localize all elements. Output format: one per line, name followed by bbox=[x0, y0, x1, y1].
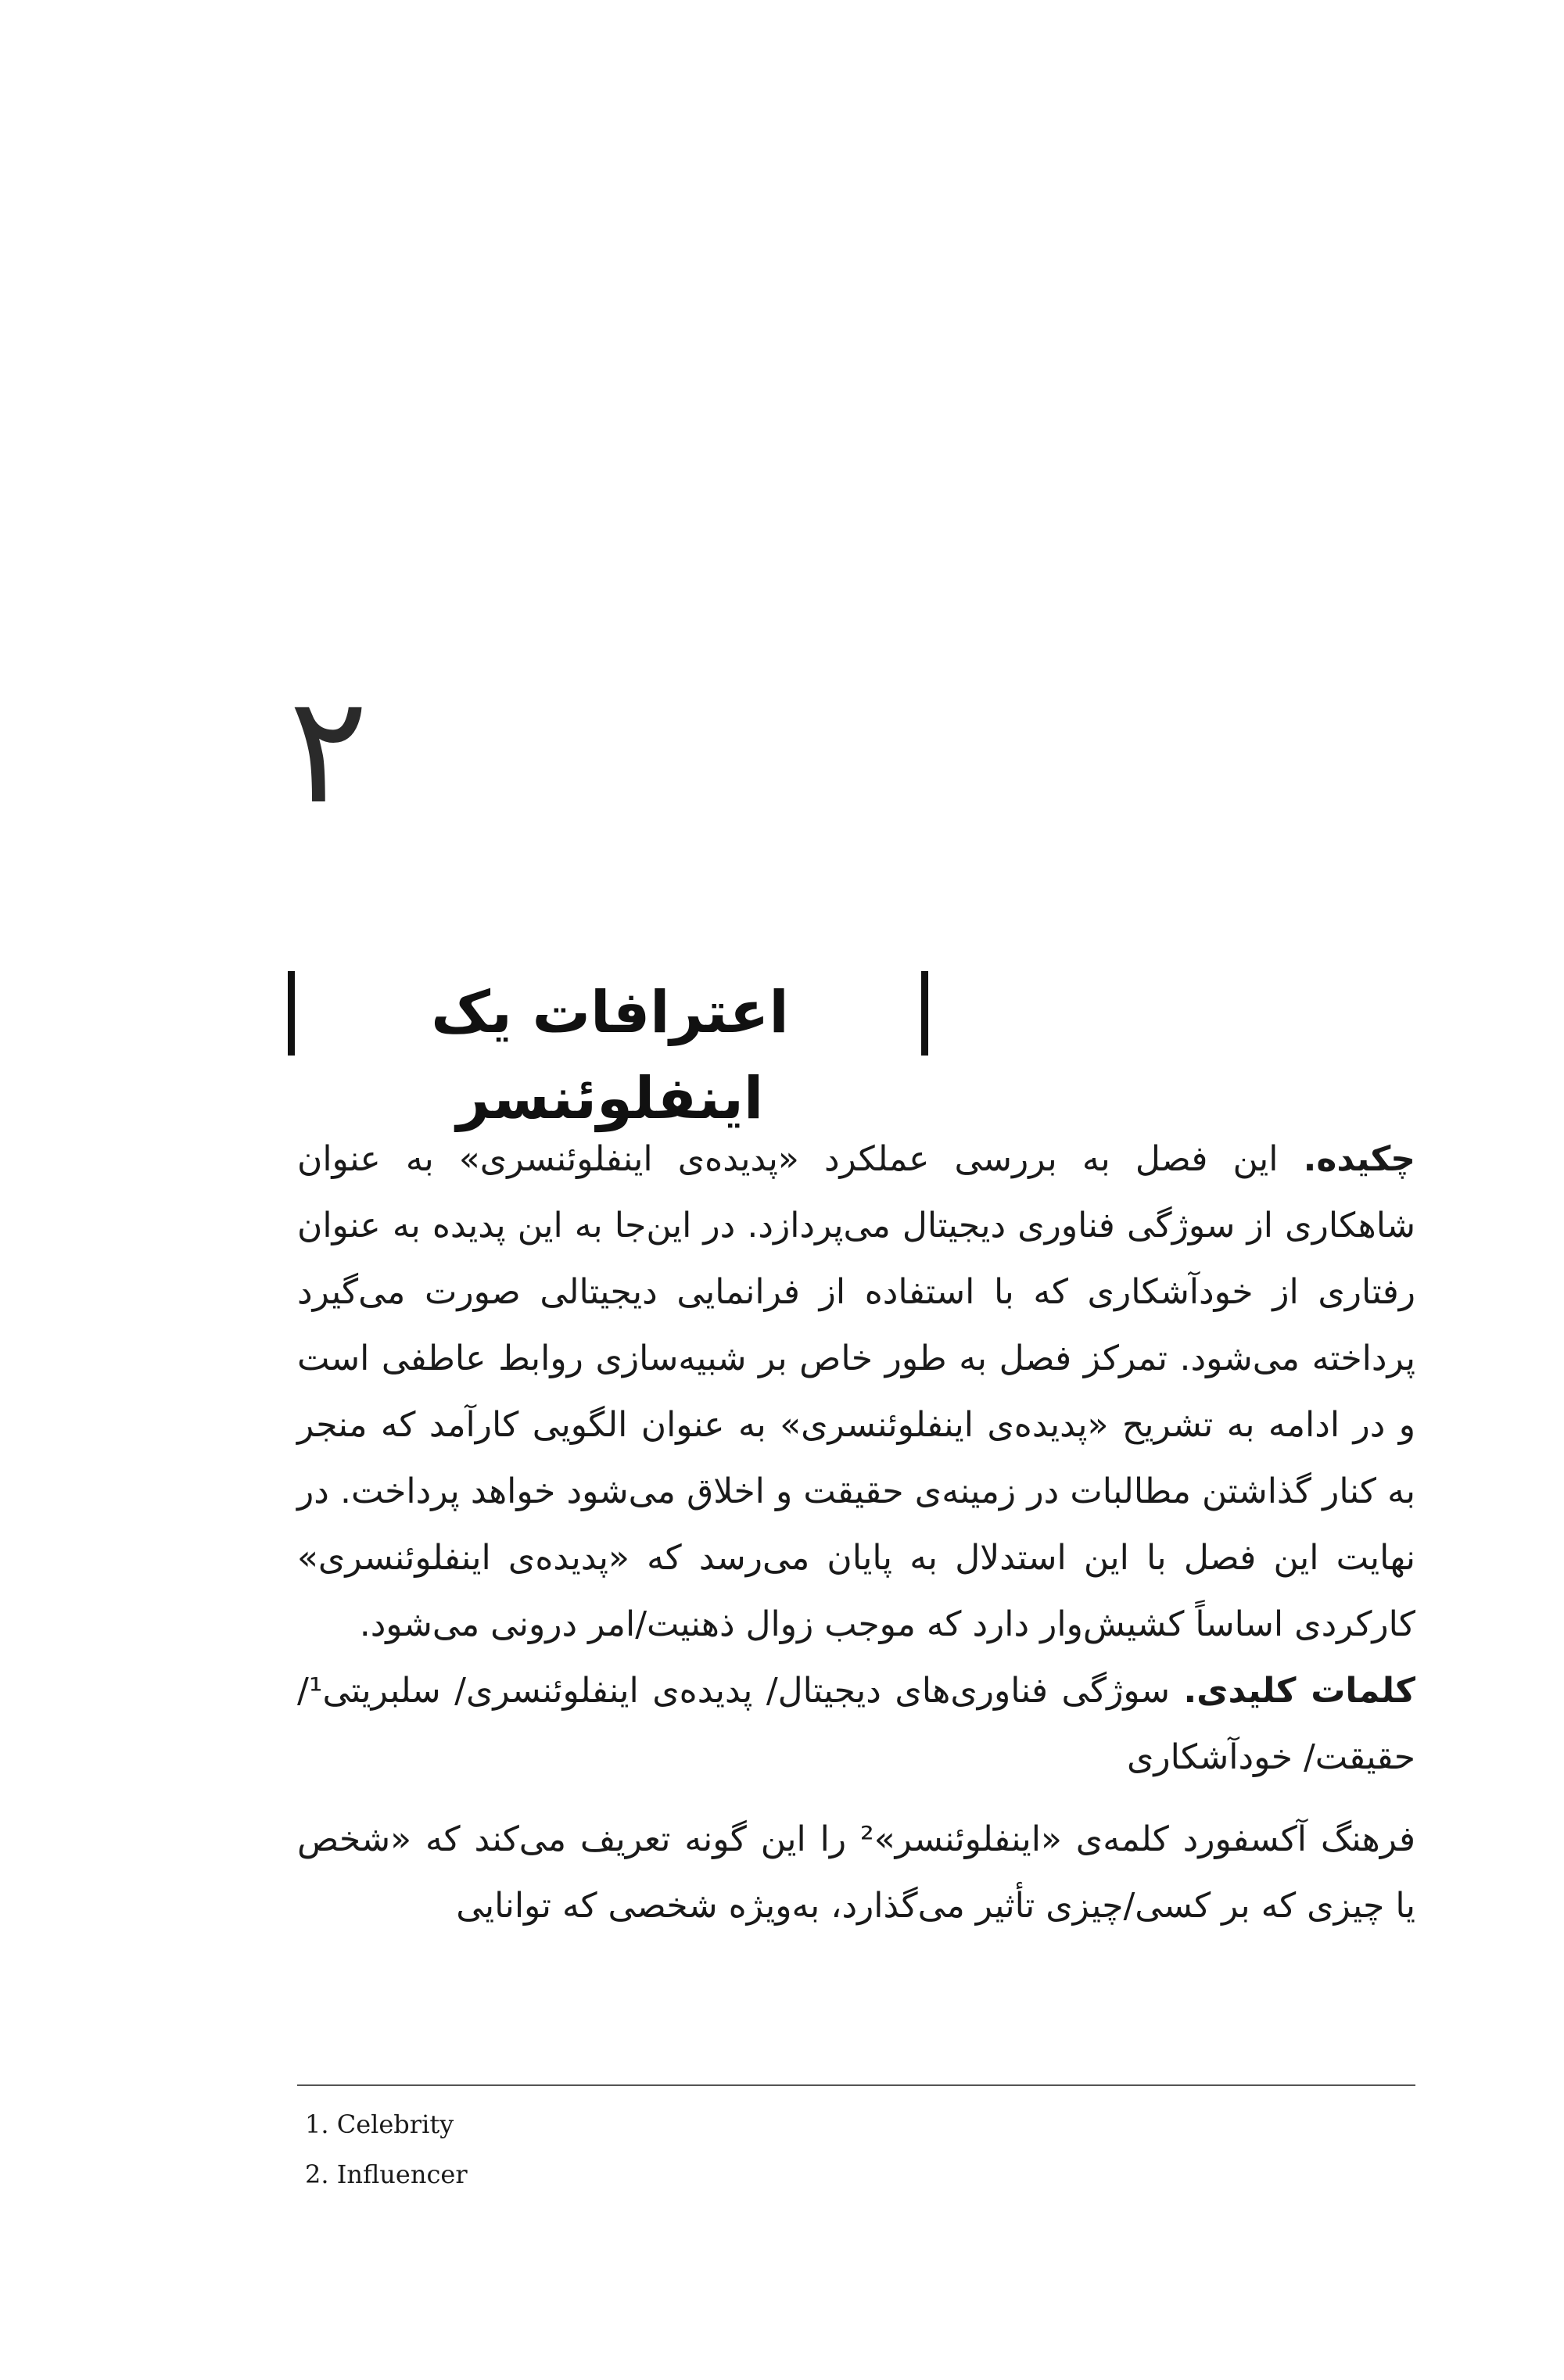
footnote-2: 2. Influencer bbox=[305, 2160, 468, 2189]
abstract-label: چکیده. bbox=[1303, 1139, 1415, 1179]
chapter-title-block bbox=[266, 962, 1048, 1132]
abstract-text: این فصل به بررسی عملکرد «پدیده‌ی اینفلوئنسری» به عنوان شاهکاری از سوژگی فناوری دیجیتال می‌پردازد. در این‌جا به این پدیده به عنوان رفتاری از خودآشکاری که با استفاده از فرانمایی دیجیتالی صورت می‌گیرد پرداخته می‌شود. تمرکز فصل به طور خاص بر شبیه‌سازی روابط عاطفی است و در ادامه به تشریح «پدیده‌ی اینفلوئنسری» به عنوان الگویی کارآمد که منجر به کنار گذاشتن مطالبات در زمینه‌ی حقیقت و اخلاق می‌شود خواهد پرداخت. در نهایت این فصل با این استدلال به پایان می‌رسد که «پدیده‌ی اینفلوئنسری» کارکردی اساساً کشیش‌وار دارد که موجب زوال ذهنیت/امر درونی می‌شود. bbox=[297, 1139, 1415, 1644]
title-divider-right bbox=[921, 971, 928, 1056]
keywords-label: کلمات کلیدی. bbox=[1183, 1671, 1415, 1711]
body-text bbox=[297, 1126, 1415, 1939]
footnote-divider bbox=[297, 2084, 1415, 2086]
footnote-1: 1. Celebrity bbox=[305, 2109, 454, 2139]
chapter-title: اعترافات یک اینفلوئنسر bbox=[431, 979, 789, 1132]
keywords-text: سوژگی فناوری‌های دیجیتال/ پدیده‌ی اینفلوئنسری/ سلبریتی¹/ حقیقت/ خودآشکاری bbox=[297, 1671, 1415, 1777]
intro-paragraph: فرهنگ آکسفورد کلمه‌ی «اینفلوئنسر»² را این گونه تعریف می‌کند که «شخص یا چیزی که بر کسی/چیزی تأثیر می‌گذارد، به‌ویژه شخصی که توانایی bbox=[297, 1819, 1416, 1926]
keywords-paragraph bbox=[297, 1658, 1415, 1790]
footnotes bbox=[305, 2099, 931, 2199]
abstract-paragraph bbox=[297, 1126, 1415, 1658]
chapter-number: ۲ bbox=[288, 664, 369, 837]
title-divider-left bbox=[288, 971, 295, 1056]
